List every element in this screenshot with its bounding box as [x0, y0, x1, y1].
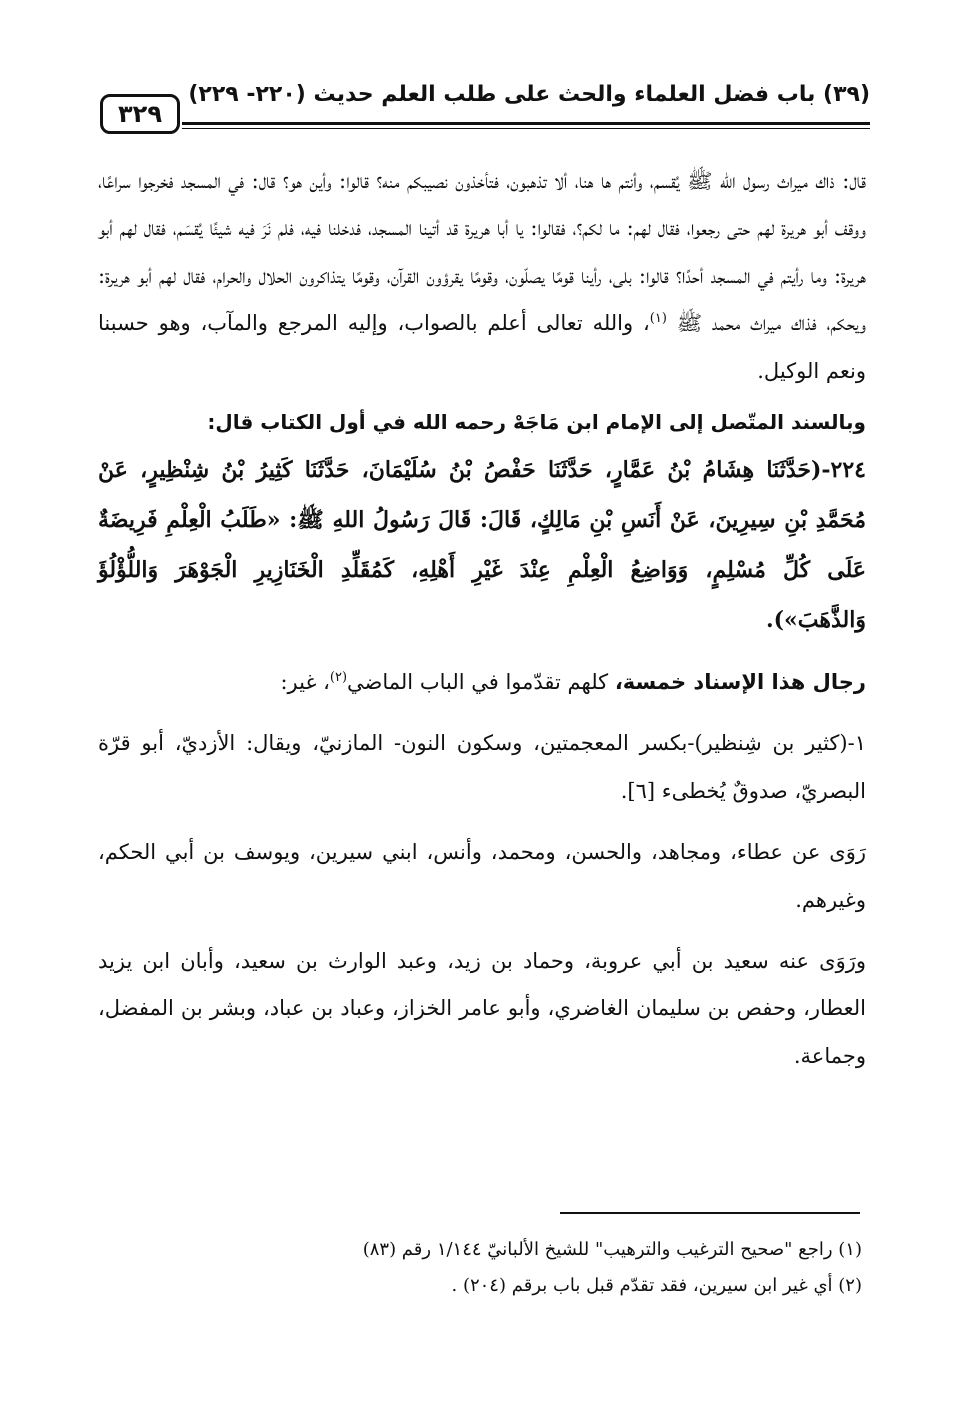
narrator-1: ١-(كثير بن شِنظير)-بكسر المعجمتين، وسكون النون- المازنيّ، ويقال: الأزديّ، أبو قرّة البصريّ، صدوقٌ يُخطىء [٦].	[98, 731, 866, 803]
footnote-ref-1[interactable]: (١)	[649, 311, 667, 327]
main-text	[98, 158, 866, 1080]
isnad-heading: وبالسند المتّصل إلى الإمام ابن مَاجَهْ رحمه الله في أول الكتاب قال:	[207, 410, 866, 435]
header-rule	[182, 122, 870, 125]
page-number: ٣٢٩	[100, 94, 180, 134]
rijal-end: ، غير:	[280, 670, 330, 695]
footnote-1: (١) راجع "صحيح الترغيب والترهيب" للشيخ الألبانيّ ١/١٤٤ رقم (٨٣)	[362, 1239, 862, 1260]
narrated-by: ورَوَى عنه سعيد بن أبي عروبة، وحماد بن زيد، وعبد الوارث بن سعيد، وأبان ابن يزيد العطار، وحفص بن سليمان الغاضري، وأبو عامر الخزاز، وعباد بن عباد، وبشر بن المفضل، وجماعة.	[98, 949, 866, 1068]
hadith-text: ٢٢٤-(حَدَّثَنَا هِشَامُ بْنُ عَمَّارٍ، حَدَّثَنَا حَفْصُ بْنُ سُلَيْمَانَ، حَدَّثَنَا كَثِيرُ بْنُ شِنْظِيرٍ، عَنْ مُحَمَّدِ بْنِ سِيرِينَ، عَنْ أَنَسِ بْنِ مَالِكٍ، قَالَ: قَالَ رَسُولُ اللهِ ﷺ: «طَلَبُ الْعِلْمِ فَرِيضَةٌ عَلَى كُلِّ مُسْلِمٍ، وَوَاضِعُ الْعِلْمِ عِنْدَ غَيْرِ أَهْلِهِ، كَمُقَلِّدِ الْخَنَازِيرِ الْجَوْهَرَ وَاللُّؤْلُؤَ وَالذَّهَبَ»).	[98, 457, 866, 634]
rijal-lead: رجال هذا الإسناد خمسة،	[614, 670, 866, 695]
footnote-ref-2[interactable]: (٢)	[329, 670, 348, 686]
paragraph-1-end: ، والله تعالى أعلم بالصواب، وإليه المرجع والمآب، وهو حسبنا ونعم الوكيل.	[98, 311, 866, 383]
footnote-rule	[560, 1212, 860, 1214]
paragraph-1-text: قال: ذاك ميراث رسول الله ﷺ يُقسم، وأنتم ها هنا، ألا تذهبون، فتأخذون نصيبكم منه؟ قالوا: وأين هو؟ قال: في المسجد فخرجوا سراعًا، ووقف أبو هريرة لهم حتى رجعوا، فقال لهم: ما لكم؟، فقالوا: يا أبا هريرة قد أتينا المسجد، فدخلنا فيه، فلم نَرَ فيه شيئًا يُقسَم، فقال لهم أبو هريرة: وما رأيتم في المسجد أحدًا؟ قالوا: بلى، رأينا قومًا يصلّون، وقومًا يقرؤون القرآن، وقومًا يتذاكرون الحلال والحرام، فقال لهم أبو هريرة: ويحكم، فذاك ميراث محمد ﷺ	[98, 169, 866, 336]
running-head: (٣٩) باب فضل العلماء والحث على طلب العلم حديث (٢٢٠- ٢٢٩)	[188, 82, 870, 107]
footnote-2: (٢) أي غير ابن سيرين، فقد تقدّم قبل باب برقم (٢٠٤) .	[451, 1275, 862, 1296]
rijal-text: كلهم تقدّموا في الباب الماضي	[347, 670, 615, 695]
footnotes	[200, 1232, 862, 1304]
page-header	[100, 78, 870, 138]
narrated-from: رَوَى عن عطاء، ومجاهد، والحسن، ومحمد، وأنس، ابني سيرين، ويوسف بن أبي الحكم، وغيرهم.	[98, 840, 866, 912]
rijal-paragraph	[98, 659, 866, 706]
header-rule-thin	[182, 128, 870, 129]
paragraph-1	[98, 158, 866, 395]
